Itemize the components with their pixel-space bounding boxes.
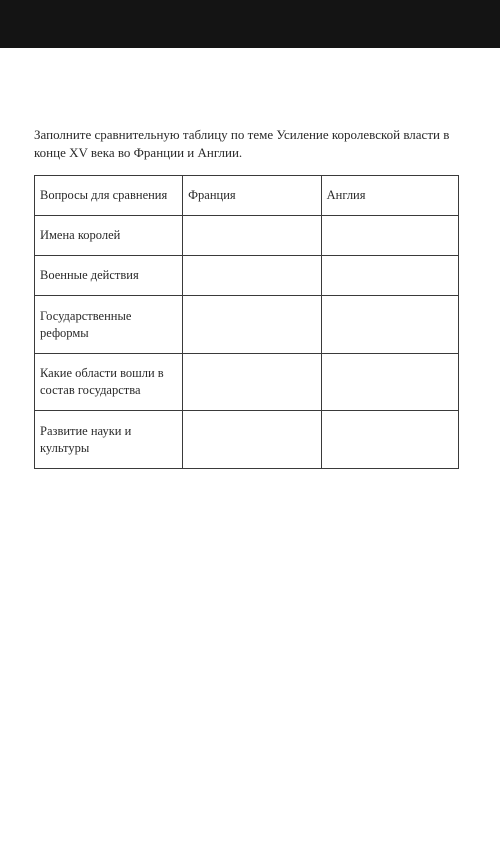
cell-england[interactable]	[321, 296, 458, 354]
row-question: Военные действия	[35, 256, 183, 296]
cell-france[interactable]	[183, 256, 321, 296]
comparison-table	[34, 175, 459, 469]
table-row	[35, 216, 459, 256]
cell-england[interactable]	[321, 411, 458, 469]
row-question: Развитие науки и культуры	[35, 411, 183, 469]
top-dark-bar	[0, 0, 500, 48]
row-question: Имена королей	[35, 216, 183, 256]
table-row	[35, 354, 459, 411]
cell-england[interactable]	[321, 216, 458, 256]
instruction-text: Заполните сравнительную таблицу по теме Усиление королевской власти в конце XV века во Франции и Англии.	[34, 127, 450, 160]
cell-france[interactable]	[183, 296, 321, 354]
row-question: Какие области вошли в состав государства	[35, 354, 183, 411]
table-row	[35, 411, 459, 469]
table-header-row	[35, 176, 459, 216]
header-questions: Вопросы для сравнения	[35, 176, 183, 216]
header-england: Англия	[321, 176, 458, 216]
cell-france[interactable]	[183, 411, 321, 469]
table-row	[35, 296, 459, 354]
cell-england[interactable]	[321, 256, 458, 296]
cell-france[interactable]	[183, 354, 321, 411]
table-row	[35, 256, 459, 296]
header-france: Франция	[183, 176, 321, 216]
cell-england[interactable]	[321, 354, 458, 411]
cell-france[interactable]	[183, 216, 321, 256]
row-question: Государственные реформы	[35, 296, 183, 354]
